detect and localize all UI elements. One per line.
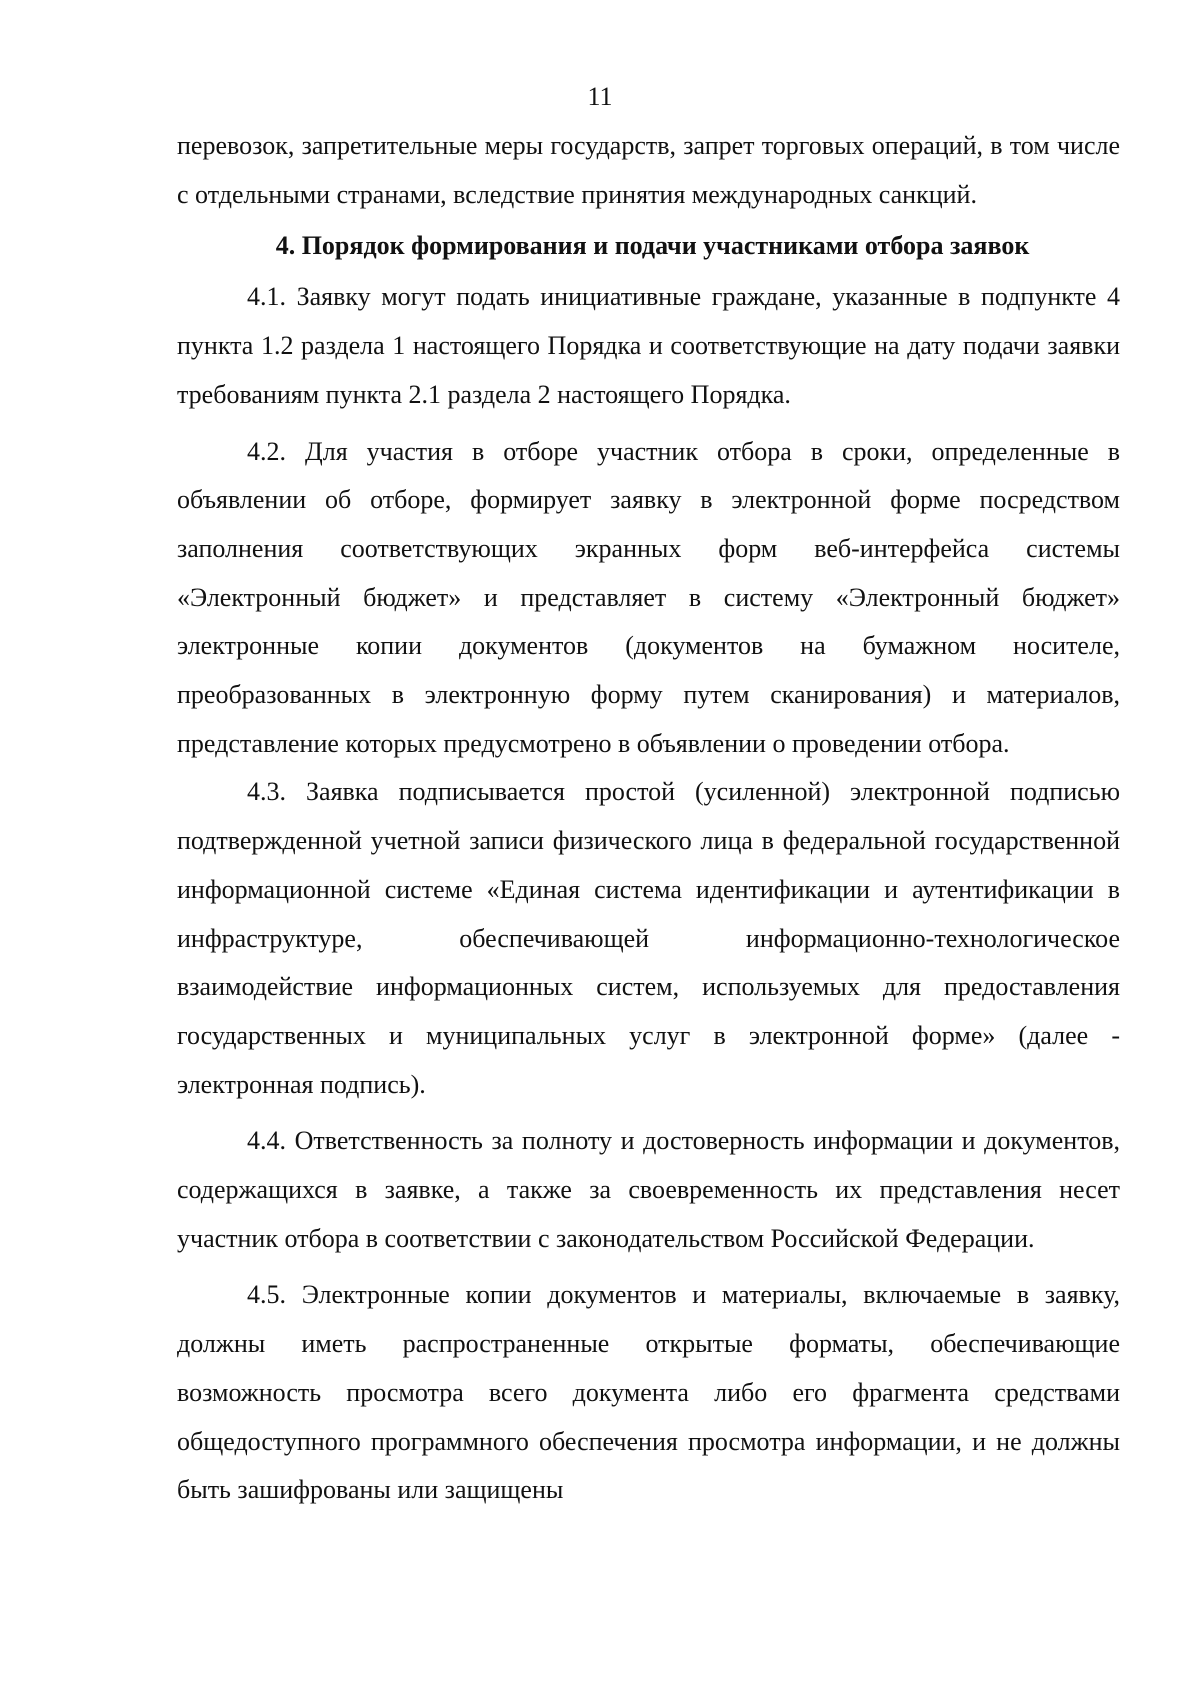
paragraph-number: 4.1. bbox=[247, 282, 286, 312]
paragraph-text: Электронные копии документов и материалы, включаемые в заявку, должны иметь распространенные открытые форматы, обеспечивающие возможность просмотра всего документа либо его фрагмента средствами общедоступного программного обеспечения просмотра информации, и не должны быть зашифрованы или защищены bbox=[177, 1280, 1120, 1505]
paragraph-4-1 bbox=[177, 273, 1120, 419]
paragraph-4-2 bbox=[177, 428, 1120, 769]
paragraph-4-5 bbox=[177, 1271, 1120, 1515]
paragraph-number: 4.3. bbox=[247, 777, 286, 807]
paragraph-number: 4.2. bbox=[247, 436, 286, 466]
paragraph-text: Для участия в отборе участник отбора в сроки, определенные в объявлении об отборе, формирует заявку в электронной форме посредством заполнения соответствующих экранных форм веб-интерфейса системы «Электронный бюджет» и представляет в систему «Электронный бюджет» электронные копии документов (документов на бумажном носителе, преобразованных в электронную форму путем сканирования) и материалов, представление которых предусмотрено в объявлении о проведении отбора. bbox=[177, 436, 1121, 758]
continuation-paragraph: перевозок, запретительные меры государств, запрет торговых операций, в том числе с отдельными странами, вследствие принятия международных санкций. bbox=[177, 131, 1120, 209]
paragraph-4-4 bbox=[177, 1117, 1120, 1263]
paragraph-number: 4.5. bbox=[247, 1280, 286, 1310]
paragraph-text: Заявка подписывается простой (усиленной) электронной подписью подтвержденной учетной записи физического лица в федеральной государственной информационной системе «Единая система идентификации и аутентификации в инфраструктуре, обеспечивающей информационно-технологическое взаимодействие информационных систем, используемых для предоставления государственных и муниципальных услуг в электронной форме» (далее - электронная подпись). bbox=[177, 777, 1120, 1099]
document-body bbox=[177, 122, 1120, 1515]
paragraph-number: 4.4. bbox=[247, 1126, 286, 1156]
paragraph-text: Заявку могут подать инициативные граждане, указанные в подпункте 4 пункта 1.2 раздела 1 настоящего Порядка и соответствующие на дату подачи заявки требованиям пункта 2.1 раздела 2 настоящего Порядка. bbox=[177, 282, 1120, 409]
paragraph-4-3 bbox=[177, 768, 1120, 1109]
section-heading: 4. Порядок формирования и подачи участниками отбора заявок bbox=[275, 231, 1030, 261]
page-number: 11 bbox=[587, 82, 613, 111]
paragraph-text: Ответственность за полноту и достоверность информации и документов, содержащихся в заявке, а также за своевременность их представления несет участник отбора в соответствии с законодательством Российской Федерации. bbox=[177, 1126, 1121, 1253]
